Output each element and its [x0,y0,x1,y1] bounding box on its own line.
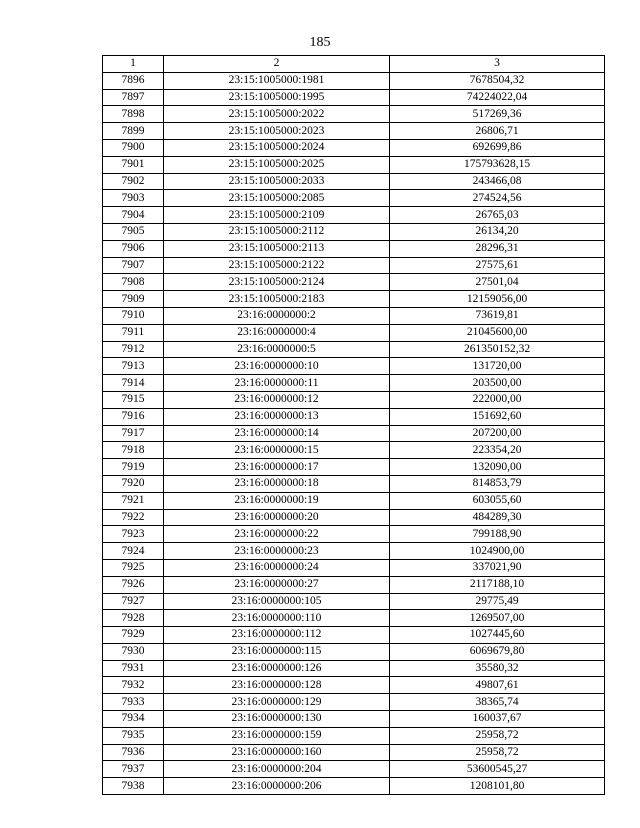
value-cell: 26765,03 [390,207,605,224]
cadastral-number-cell: 23:15:1005000:2025 [164,156,390,173]
table-row [103,475,605,492]
table-row [103,425,605,442]
table-row [103,559,605,576]
table-row [103,341,605,358]
cadastral-number-cell: 23:16:0000000:4 [164,324,390,341]
table-row [103,778,605,795]
row-index-cell: 7898 [103,106,164,123]
cadastral-number-cell: 23:16:0000000:204 [164,761,390,778]
cadastral-number-cell: 23:16:0000000:19 [164,492,390,509]
table-row [103,526,605,543]
table-row [103,761,605,778]
value-cell: 222000,00 [390,391,605,408]
value-cell: 53600545,27 [390,761,605,778]
row-index-cell: 7912 [103,341,164,358]
row-index-cell: 7909 [103,291,164,308]
cadastral-number-cell: 23:16:0000000:130 [164,711,390,728]
row-index-cell: 7934 [103,711,164,728]
table-row [103,543,605,560]
table-row [103,190,605,207]
cadastral-number-cell: 23:15:1005000:2023 [164,123,390,140]
value-cell: 21045600,00 [390,324,605,341]
value-cell: 73619,81 [390,307,605,324]
value-cell: 25958,72 [390,744,605,761]
cadastral-number-cell: 23:16:0000000:17 [164,459,390,476]
cadastral-number-cell: 23:15:1005000:2024 [164,139,390,156]
value-cell: 692699,86 [390,139,605,156]
cadastral-number-cell: 23:16:0000000:129 [164,694,390,711]
row-index-cell: 7917 [103,425,164,442]
table-row [103,307,605,324]
row-index-cell: 7915 [103,391,164,408]
value-cell: 35580,32 [390,660,605,677]
table-row [103,627,605,644]
row-index-cell: 7902 [103,173,164,190]
cadastral-number-cell: 23:16:0000000:10 [164,358,390,375]
table-row [103,274,605,291]
value-cell: 49807,61 [390,677,605,694]
value-cell: 207200,00 [390,425,605,442]
row-index-cell: 7933 [103,694,164,711]
row-index-cell: 7911 [103,324,164,341]
table-row [103,391,605,408]
cadastral-number-cell: 23:15:1005000:2122 [164,257,390,274]
cadastral-number-cell: 23:15:1005000:1995 [164,89,390,106]
value-cell: 27575,61 [390,257,605,274]
value-cell: 603055,60 [390,492,605,509]
cadastral-number-cell: 23:16:0000000:12 [164,391,390,408]
row-index-cell: 7899 [103,123,164,140]
cadastral-number-cell: 23:16:0000000:160 [164,744,390,761]
cadastral-number-cell: 23:16:0000000:20 [164,509,390,526]
value-cell: 38365,74 [390,694,605,711]
value-cell: 814853,79 [390,475,605,492]
row-index-cell: 7897 [103,89,164,106]
row-index-cell: 7931 [103,660,164,677]
cadastral-number-cell: 23:15:1005000:2033 [164,173,390,190]
row-index-cell: 7914 [103,375,164,392]
column-number-2: 2 [164,56,390,73]
row-index-cell: 7924 [103,543,164,560]
row-index-cell: 7919 [103,459,164,476]
table-row [103,660,605,677]
cadastral-number-cell: 23:16:0000000:18 [164,475,390,492]
value-cell: 160037,67 [390,711,605,728]
table-row [103,711,605,728]
value-cell: 175793628,15 [390,156,605,173]
value-cell: 6069679,80 [390,643,605,660]
cadastral-number-cell: 23:16:0000000:112 [164,627,390,644]
value-cell: 261350152,32 [390,341,605,358]
table-row [103,375,605,392]
table-row [103,257,605,274]
value-cell: 484289,30 [390,509,605,526]
table-row [103,358,605,375]
value-cell: 1024900,00 [390,543,605,560]
table-row [103,324,605,341]
row-index-cell: 7907 [103,257,164,274]
cadastral-number-cell: 23:16:0000000:22 [164,526,390,543]
table-header-row [103,56,605,73]
cadastral-number-cell: 23:16:0000000:15 [164,442,390,459]
row-index-cell: 7935 [103,727,164,744]
value-cell: 203500,00 [390,375,605,392]
cadastral-number-cell: 23:15:1005000:2113 [164,240,390,257]
column-number-3: 3 [390,56,605,73]
cadastral-number-cell: 23:16:0000000:13 [164,408,390,425]
row-index-cell: 7936 [103,744,164,761]
value-cell: 26134,20 [390,223,605,240]
row-index-cell: 7921 [103,492,164,509]
row-index-cell: 7937 [103,761,164,778]
row-index-cell: 7927 [103,593,164,610]
row-index-cell: 7928 [103,610,164,627]
value-cell: 131720,00 [390,358,605,375]
value-cell: 132090,00 [390,459,605,476]
table-row [103,459,605,476]
cadastral-number-cell: 23:16:0000000:23 [164,543,390,560]
cadastral-number-cell: 23:15:1005000:2112 [164,223,390,240]
value-cell: 1027445,60 [390,627,605,644]
row-index-cell: 7938 [103,778,164,795]
value-cell: 25958,72 [390,727,605,744]
row-index-cell: 7926 [103,576,164,593]
table-row [103,492,605,509]
cadastral-number-cell: 23:16:0000000:14 [164,425,390,442]
cadastral-number-cell: 23:16:0000000:159 [164,727,390,744]
table-row [103,156,605,173]
value-cell: 799188,90 [390,526,605,543]
value-cell: 7678504,32 [390,72,605,89]
cadastral-number-cell: 23:16:0000000:128 [164,677,390,694]
cadastral-number-cell: 23:15:1005000:2109 [164,207,390,224]
table-row [103,593,605,610]
cadastral-number-cell: 23:15:1005000:2022 [164,106,390,123]
value-cell: 29775,49 [390,593,605,610]
table-row [103,72,605,89]
column-number-1: 1 [103,56,164,73]
value-cell: 517269,36 [390,106,605,123]
value-cell: 26806,71 [390,123,605,140]
value-cell: 12159056,00 [390,291,605,308]
row-index-cell: 7904 [103,207,164,224]
value-cell: 27501,04 [390,274,605,291]
cadastral-number-cell: 23:16:0000000:24 [164,559,390,576]
table-row [103,744,605,761]
row-index-cell: 7929 [103,627,164,644]
cadastral-number-cell: 23:16:0000000:2 [164,307,390,324]
table-row [103,677,605,694]
value-cell: 274524,56 [390,190,605,207]
row-index-cell: 7918 [103,442,164,459]
value-cell: 28296,31 [390,240,605,257]
page-number: 185 [309,35,331,50]
value-cell: 74224022,04 [390,89,605,106]
row-index-cell: 7903 [103,190,164,207]
cadastral-number-cell: 23:16:0000000:115 [164,643,390,660]
value-cell: 1269507,00 [390,610,605,627]
value-cell: 223354,20 [390,442,605,459]
row-index-cell: 7896 [103,72,164,89]
row-index-cell: 7932 [103,677,164,694]
table-row [103,576,605,593]
table-row [103,442,605,459]
row-index-cell: 7906 [103,240,164,257]
table-row [103,89,605,106]
table-row [103,106,605,123]
table-row [103,610,605,627]
value-cell: 1208101,80 [390,778,605,795]
row-index-cell: 7916 [103,408,164,425]
row-index-cell: 7923 [103,526,164,543]
row-index-cell: 7900 [103,139,164,156]
value-cell: 337021,90 [390,559,605,576]
cadastral-number-cell: 23:16:0000000:110 [164,610,390,627]
value-cell: 2117188,10 [390,576,605,593]
value-cell: 243466,08 [390,173,605,190]
cadastral-number-cell: 23:15:1005000:1981 [164,72,390,89]
cadastral-number-cell: 23:16:0000000:5 [164,341,390,358]
row-index-cell: 7925 [103,559,164,576]
table-row [103,240,605,257]
row-index-cell: 7901 [103,156,164,173]
table-row [103,207,605,224]
table-row [103,173,605,190]
cadastral-number-cell: 23:16:0000000:27 [164,576,390,593]
row-index-cell: 7930 [103,643,164,660]
table-row [103,139,605,156]
cadastral-number-cell: 23:16:0000000:11 [164,375,390,392]
table-row [103,509,605,526]
cadastral-number-cell: 23:15:1005000:2124 [164,274,390,291]
row-index-cell: 7920 [103,475,164,492]
table-row [103,223,605,240]
cadastral-number-cell: 23:15:1005000:2085 [164,190,390,207]
table-row [103,643,605,660]
table-row [103,123,605,140]
cadastral-value-table [102,55,605,795]
table-row [103,694,605,711]
row-index-cell: 7922 [103,509,164,526]
row-index-cell: 7905 [103,223,164,240]
cadastral-number-cell: 23:16:0000000:126 [164,660,390,677]
row-index-cell: 7908 [103,274,164,291]
row-index-cell: 7913 [103,358,164,375]
table-row [103,727,605,744]
table-row [103,291,605,308]
cadastral-number-cell: 23:15:1005000:2183 [164,291,390,308]
row-index-cell: 7910 [103,307,164,324]
cadastral-number-cell: 23:16:0000000:105 [164,593,390,610]
cadastral-number-cell: 23:16:0000000:206 [164,778,390,795]
value-cell: 151692,60 [390,408,605,425]
table-row [103,408,605,425]
